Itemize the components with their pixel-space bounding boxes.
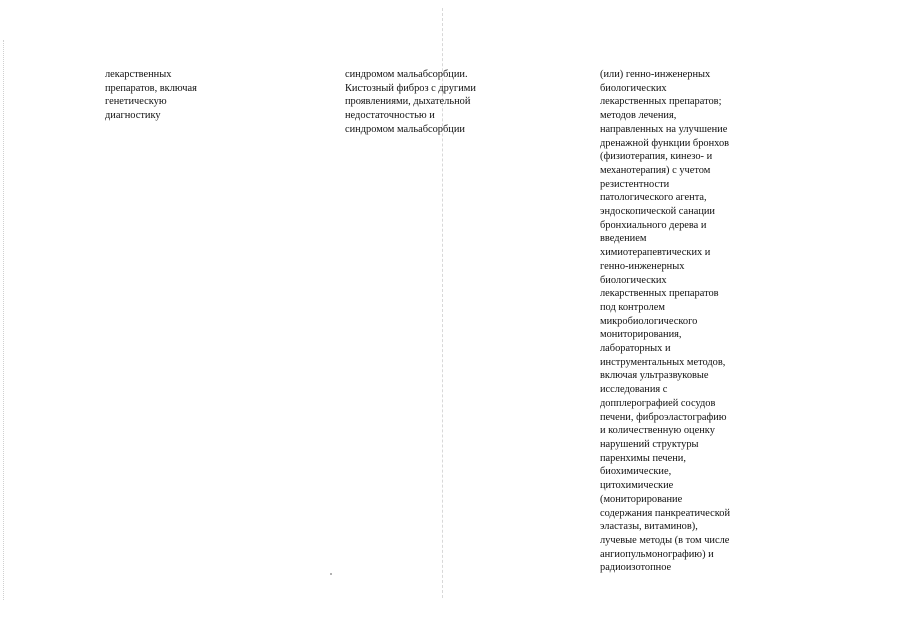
text-line: биологических (600, 274, 667, 286)
text-column-middle (345, 68, 520, 137)
text-line: генетическую (105, 96, 167, 108)
text-line: мониторирования, (600, 329, 682, 341)
text-line: генно-инженерных (600, 260, 685, 272)
text-line: нарушений структуры (600, 438, 699, 450)
text-line: проявлениями, дыхательной (345, 96, 471, 108)
text-line: синдромом мальабсорбции. (345, 69, 468, 80)
text-line: допплерографией сосудов (600, 397, 716, 409)
text-line: цитохимические (600, 480, 674, 492)
text-line: лабораторных и (600, 343, 671, 355)
text-line: включая ультразвуковые (600, 370, 709, 382)
text-line: лекарственных препаратов; (600, 96, 722, 108)
text-line: ангиопульмонографию) и (600, 548, 714, 560)
text-line: микробиологического (600, 315, 698, 327)
text-line: дренажной функции бронхов (600, 137, 730, 149)
scan-speck (330, 573, 332, 575)
text-line: лекарственных (105, 69, 172, 80)
text-line: резистентности (600, 178, 670, 190)
text-line: печени, фиброэластографию (600, 411, 727, 423)
text-line: лучевые методы (в том числе (600, 534, 730, 546)
text-line: химиотерапевтических и (600, 247, 711, 259)
text-line: (физиотерапия, кинезо- и (600, 151, 713, 163)
text-line: под контролем (600, 301, 665, 313)
text-line: недостаточностью и (345, 110, 435, 122)
text-line: инструментальных методов, (600, 356, 726, 368)
text-line: лекарственных препаратов (600, 288, 719, 300)
text-line: эластазы, витаминов), (600, 521, 698, 533)
text-line: методов лечения, (600, 110, 677, 122)
text-line: механотерапия) с учетом (600, 164, 711, 176)
text-line: бронхиального дерева и (600, 219, 707, 231)
text-line: исследования с (600, 384, 668, 396)
text-line: направленных на улучшение (600, 123, 728, 135)
text-line: паренхимы печени, (600, 452, 686, 464)
scan-artifact-edge-marks (3, 40, 4, 600)
text-column-right (600, 68, 770, 575)
text-line: препаратов, включая (105, 82, 197, 94)
text-line: биохимические, (600, 466, 672, 478)
text-column-left (105, 68, 255, 123)
text-line: Кистозный фиброз с другими (345, 82, 476, 94)
text-line: диагностику (105, 110, 161, 122)
text-line: содержания панкреатической (600, 507, 731, 519)
text-line: и количественную оценку (600, 425, 715, 437)
text-line: радиоизотопное (600, 562, 672, 574)
text-line: биологических (600, 82, 667, 94)
text-line: введением (600, 233, 647, 245)
text-line: (мониторирование (600, 493, 683, 505)
text-line: патологического агента, (600, 192, 707, 204)
text-line: синдромом мальабсорбции (345, 123, 465, 135)
text-line: (или) генно-инженерных (600, 69, 711, 80)
text-line: эндоскопической санации (600, 206, 715, 218)
